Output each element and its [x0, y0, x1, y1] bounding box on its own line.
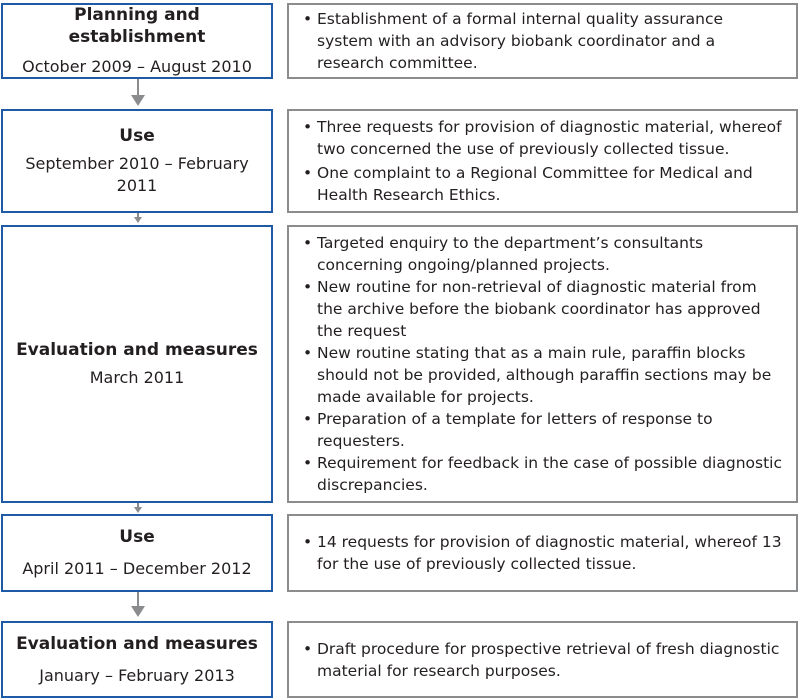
stage-date: March 2011: [89, 368, 185, 387]
stage-box-use-2: [1, 514, 273, 592]
detail-bullet: • 14 requests for provision of diagnostic material, whereof 13 for the use of previously collected tissue.: [303, 531, 782, 575]
detail-list: [303, 531, 782, 575]
detail-bullet: • One complaint to a Regional Committee for Medical and Health Research Ethics.: [303, 162, 782, 206]
detail-box-use-2: [287, 514, 798, 592]
detail-bullet: • Three requests for provision of diagnostic material, whereof two concerned the use of previously collected tissue.: [303, 116, 782, 160]
detail-bullet: • Targeted enquiry to the department’s consultants concerning ongoing/planned projects.: [303, 232, 782, 276]
stage-title: Evaluation and measures: [16, 340, 258, 360]
detail-bullet: • Requirement for feedback in the case of possible diagnostic discrepancies.: [303, 452, 782, 496]
detail-list: [303, 638, 782, 682]
detail-bullet: • New routine for non-retrieval of diagnostic material from the archive before the biobank coordinator has approved the request: [303, 276, 782, 342]
stage-box-evaluation-1: [1, 225, 273, 503]
stage-box-evaluation-2: [1, 621, 273, 698]
stage-box-planning: [1, 3, 273, 79]
detail-box-evaluation-2: [287, 621, 798, 698]
detail-box-use-1: [287, 109, 798, 213]
detail-list: [303, 116, 782, 206]
detail-box-planning: [287, 3, 798, 79]
detail-list: [303, 232, 782, 496]
detail-bullet: • Preparation of a template for letters of response to requesters.: [303, 408, 782, 452]
stage-date: September 2010 – February 2011: [25, 154, 249, 195]
stage-box-use-1: [1, 109, 273, 213]
stage-date: January – February 2013: [39, 665, 235, 685]
stage-date: April 2011 – December 2012: [22, 559, 252, 578]
stage-title: Evaluation and measures: [16, 633, 258, 654]
detail-box-evaluation-1: [287, 225, 798, 503]
detail-list: [303, 8, 782, 74]
detail-bullet: • New routine stating that as a main rule, paraffin blocks should not be provided, although paraffin sections may be made available for projects.: [303, 342, 782, 408]
stage-title: Use: [119, 527, 155, 547]
stage-title: Use: [119, 126, 155, 146]
stage-title: Planning and establishment: [68, 5, 206, 47]
detail-bullet: • Draft procedure for prospective retrieval of fresh diagnostic material for research purposes.: [303, 638, 782, 682]
stage-date: October 2009 – August 2010: [22, 57, 252, 76]
detail-bullet: • Establishment of a formal internal quality assurance system with an advisory biobank coordinator and a research committee.: [303, 8, 782, 74]
